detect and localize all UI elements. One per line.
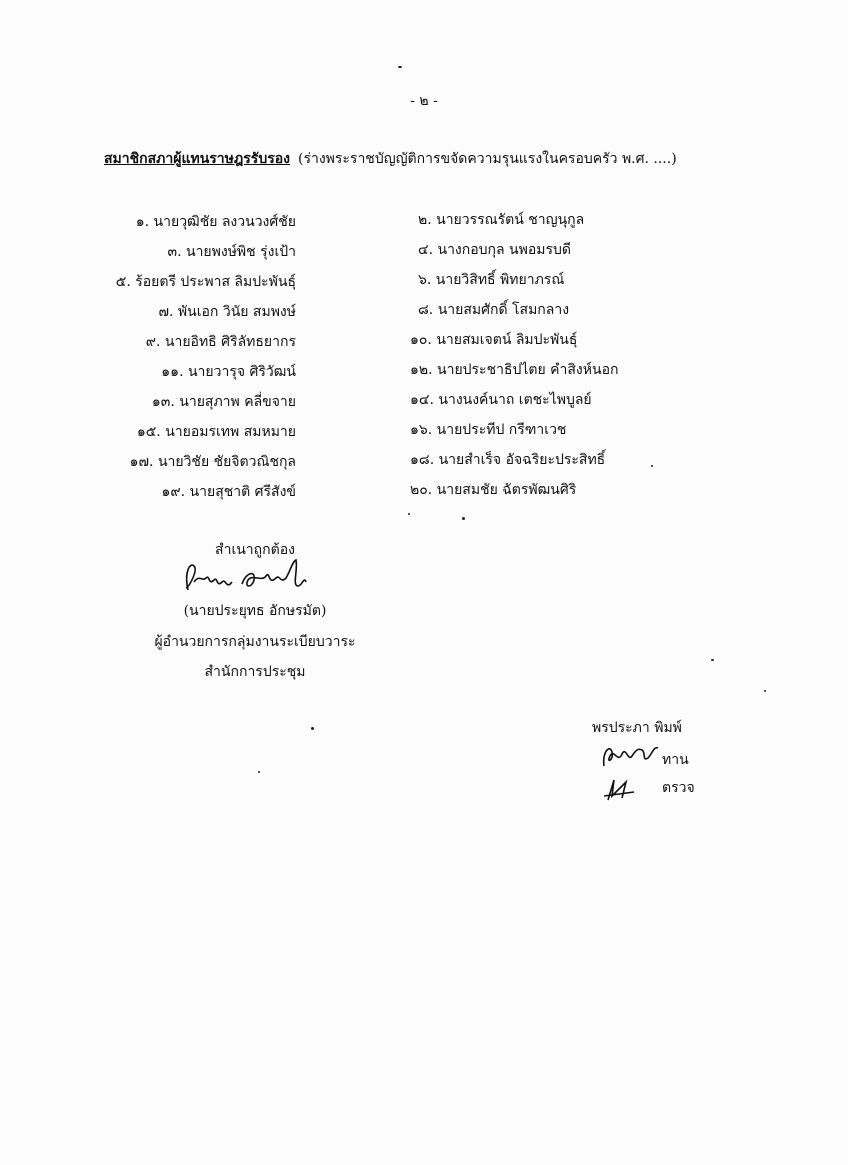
scan-speck <box>764 690 766 692</box>
checker-initials <box>600 774 640 804</box>
certifier-position: ผู้อำนวยการกลุ่มงานระเบียบวาระ <box>154 634 356 650</box>
member-left: ๓. นายพงษ์พิช รุ่งเป้า <box>167 244 296 260</box>
member-right: ๒. นายวรรณรัตน์ ชาญนุกูล <box>418 212 585 228</box>
member-left: ๑๙. นายสุชาติ ศรีสังข์ <box>161 484 296 500</box>
heading <box>104 150 677 168</box>
member-left: ๙. นายอิทธิ ศิริลัทธยากร <box>145 334 296 350</box>
checked-label: ตรวจ <box>662 780 695 796</box>
member-left: ๑. นายวุฒิชัย ลงวนวงศ์ชัย <box>135 214 296 230</box>
member-left: ๑๓. นายสุภาพ คลี่ขจาย <box>151 394 296 410</box>
member-left: ๑๑. นายวารุจ ศิริวัฒน์ <box>161 364 296 380</box>
scan-speck <box>408 513 410 515</box>
certifier-office: สำนักการประชุม <box>204 664 306 680</box>
member-right: ๒๐. นายสมชัย ฉัตรพัฒนศิริ <box>410 482 577 498</box>
member-right: ๑๒. นายประชาธิปไตย คำสิงห์นอก <box>410 362 619 378</box>
member-right: ๔. นางกอบกุล นพอมรบดี <box>418 242 571 258</box>
typist-line: พรประภา พิมพ์ <box>592 720 682 736</box>
member-left: ๗. พันเอก วินัย สมพงษ์ <box>158 304 296 320</box>
certified-copy-label: สำเนาถูกต้อง <box>215 542 295 558</box>
member-right: ๘. นายสมศักดิ์ โสมกลาง <box>418 302 570 318</box>
scan-speck <box>311 727 314 730</box>
member-right: ๑๐. นายสมเจตน์ ลิมปะพันธุ์ <box>410 332 578 348</box>
member-right: ๖. นายวิสิทธิ์ พิทยาภรณ์ <box>418 272 565 288</box>
scan-speck <box>462 517 465 520</box>
member-left: ๑๕. นายอมรเทพ สมหมาย <box>136 424 296 440</box>
scan-speck <box>258 771 260 773</box>
certifier-name: (นายประยุทธ อักษรมัต) <box>183 603 327 619</box>
member-right: ๑๔. นางนงค์นาถ เตชะไพบูลย์ <box>410 392 592 408</box>
member-left: ๕. ร้อยตรี ประพาส ลิมปะพันธุ์ <box>115 274 296 290</box>
heading-title: สมาชิกสภาผู้แทนราษฎรรับรอง <box>104 151 290 167</box>
scan-speck <box>651 465 653 467</box>
scan-speck <box>398 66 402 68</box>
member-left: ๑๗. นายวิชัย ชัยจิตวณิชกุล <box>129 454 296 470</box>
member-right: ๑๖. นายประทีป กรีฑาเวช <box>410 422 567 438</box>
certifier-signature <box>176 552 316 600</box>
proofread-label: ทาน <box>662 752 689 768</box>
page-number: - ๒ - <box>410 93 438 109</box>
bill-title: (ร่างพระราชบัญญัติการขจัดความรุนแรงในครอบครัว พ.ศ. ....) <box>297 151 677 167</box>
scan-speck <box>711 659 714 661</box>
proofreader-signature <box>598 738 662 772</box>
member-right: ๑๘. นายสำเร็จ อัจฉริยะประสิทธิ์ <box>410 452 606 468</box>
